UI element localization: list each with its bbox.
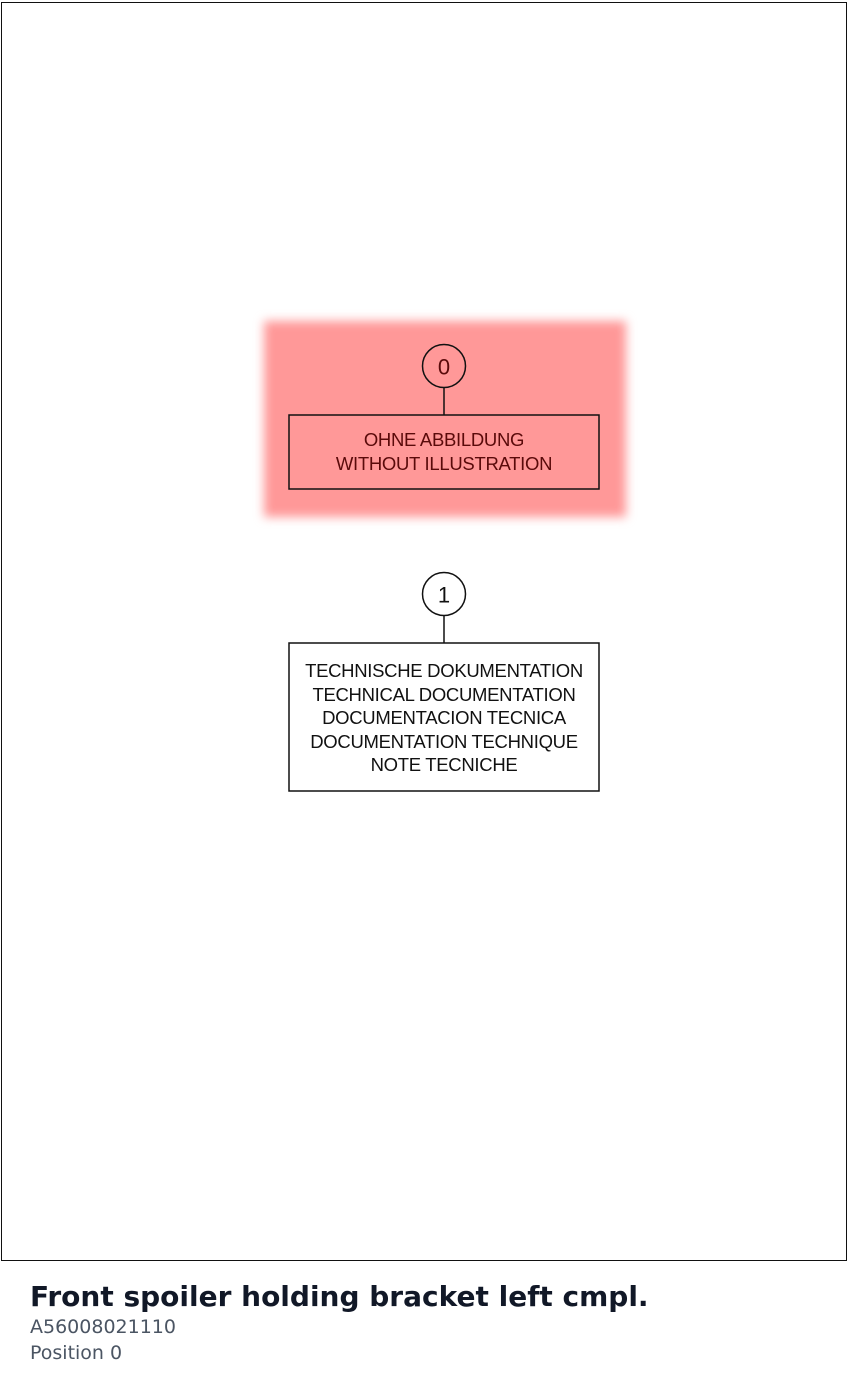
callout-0-line-2: WITHOUT ILLUSTRATION (335, 453, 553, 474)
part-caption (30, 1280, 830, 1366)
callout-1-line-4: DOCUMENTATION TECHNIQUE (310, 731, 578, 752)
callout-1[interactable] (289, 573, 599, 792)
part-position: Position 0 (30, 1342, 123, 1364)
part-title: Front spoiler holding bracket left cmpl. (30, 1280, 649, 1313)
callout-0[interactable] (289, 345, 599, 490)
parts-diagram (1, 2, 847, 1261)
callout-1-line-5: NOTE TECNICHE (370, 754, 518, 775)
callout-1-line-1: TECHNISCHE DOKUMENTATION (305, 660, 583, 681)
diagram-svg (2, 3, 846, 1260)
part-number: A56008021110 (30, 1316, 176, 1338)
callout-1-number: 1 (437, 582, 451, 608)
callout-1-line-2: TECHNICAL DOCUMENTATION (312, 684, 576, 705)
callout-1-line-3: DOCUMENTACION TECNICA (322, 707, 566, 728)
callout-0-number: 0 (437, 354, 451, 380)
callout-0-line-1: OHNE ABBILDUNG (363, 429, 525, 450)
callout-0-box (289, 415, 599, 489)
